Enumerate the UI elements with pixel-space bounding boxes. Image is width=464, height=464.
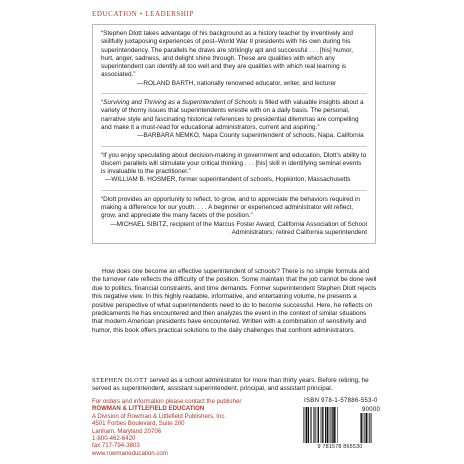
book-description: How does one become an effective superintendent of schools? There is no simple formula and the turnover rate reflects the difficulty of the position. Some maintain that the job cannot be done well due to politics, financial constraints, and time demands. Former superintendent Stephen Dlott rejects this negative view. In this highly readable, informative, and entertaining volume, he presents a positive perspective of what superintendents need to do to become successful. Here, he reflects on predicaments he has encountered and then analyzes the event in the context of similar situations that modern American presidents have encountered. Written with a combination of sensitivity and humor, this book offers practical solutions to the daily challenges that confront administrators. xyxy=(92,268,377,334)
author-bio xyxy=(92,377,378,394)
endorsement-text: “Dlott provides an opportunity to reflect, to grow, and to appreciate the behaviors required in making a difference for our youth. . . . A beginner or experienced administrator will reflect, grow, and appreciate the many facets of the position.” xyxy=(101,195,360,220)
isbn-number: ISBN 978-1-57886-553-0 xyxy=(304,398,378,404)
publisher-website: www.rowmaneducation.com xyxy=(92,449,168,457)
publisher-phone: 1-800-462-6420 xyxy=(92,435,136,443)
barcode-bar xyxy=(303,407,304,443)
publisher-division: A Division of Rowman & Littlefield Publishers, Inc. xyxy=(92,412,227,420)
barcode-bar xyxy=(335,407,336,443)
barcode-addon-bar xyxy=(361,413,362,443)
publisher-street: 4501 Forbes Boulevard, Suite 200 xyxy=(92,420,185,428)
author-name: STEPHEN DLOTT xyxy=(92,377,148,384)
divider xyxy=(101,93,367,94)
barcode-bar xyxy=(331,407,332,443)
barcode-bar xyxy=(333,407,335,443)
barcode-bar xyxy=(310,407,311,443)
barcode-digits: 9 781578 865530 xyxy=(317,444,363,450)
orders-line: For orders and information please contact the publisher xyxy=(92,398,242,405)
endorsement-text: “Stephen Dlott takes advantage of his background as a history teacher by inventively and skillfully juxtaposing experiences of post–World War II presidents with his own during his superintendency. The parallels he draws are strikingly apt and successful . . . [his] humor, hurt, anger, sadness, and delight shine through. These are qualities with which any superintendent can identify all too well and they are qualities with which real learning is associated.” xyxy=(101,30,353,79)
barcode-addon-bar xyxy=(369,413,370,443)
barcode-addon-bar xyxy=(360,413,361,443)
barcode-bar xyxy=(305,407,306,443)
barcode-bar xyxy=(321,407,322,443)
endorsement-text: “Surviving and Thriving as a Superintendent of Schools is filled with valuable insights about a variety of thorny issues that superintendents wrestle with on a daily basis. The personal, narrative style and fascinating historical references to presidential dilemmas are compelling and make it a must-read for educational administrators, current and aspiring.” xyxy=(101,99,364,131)
endorsement-attribution: —BARBARA NEMKO, Napa County superintendent of schools, Napa, California xyxy=(137,132,364,140)
publisher-fax: fax 717-794-3803 xyxy=(92,442,140,450)
barcode-addon-bar xyxy=(368,413,369,443)
endorsement-attribution: —WILLIAM B. HOSMER, former superintendent of schools, Hopkinton, Massachusetts xyxy=(105,176,351,184)
divider xyxy=(101,190,367,191)
barcode-bar xyxy=(311,407,312,443)
barcode-addon-bar xyxy=(366,413,368,443)
barcode-addon-bar xyxy=(364,413,365,443)
author-bio-text: served as a school administrator for more than thirty years. Before retiring, he served as superintendent, assistant superintendent, principal, and assistant principal. xyxy=(92,377,369,393)
barcode-addon-bar xyxy=(363,413,364,443)
barcode-bar xyxy=(325,407,326,443)
barcode xyxy=(302,407,381,443)
divider xyxy=(101,146,367,147)
endorsement-1 xyxy=(101,30,367,88)
endorsement-4 xyxy=(101,196,367,237)
endorsement-attribution: —ROLAND BARTH, nationally renowned educator, writer, and lecturer xyxy=(137,79,337,87)
endorsement-attribution: —MICHAEL SIBITZ, recipient of the Marcus Foster Award, California Association of School Administrators; retired California superintendent xyxy=(110,220,367,236)
barcode-bar xyxy=(322,407,323,443)
barcode-bar xyxy=(306,407,308,443)
barcode-bar xyxy=(327,407,329,443)
publisher-info xyxy=(92,398,292,457)
endorsement-3 xyxy=(101,152,367,185)
barcode-bar xyxy=(315,407,316,443)
barcode-bar xyxy=(318,407,319,443)
barcode-bar xyxy=(332,407,333,443)
barcode-bar xyxy=(323,407,324,443)
category-label: EDUCATION • LEADERSHIP xyxy=(92,10,194,18)
publisher-city: Lanham, Maryland 20706 xyxy=(92,427,162,435)
barcode-bar xyxy=(337,407,338,443)
barcode-bar xyxy=(329,407,330,443)
barcode-addon-bar xyxy=(371,413,372,443)
publisher-brand: ROWMAN & LITTLEFIELD EDUCATION xyxy=(92,405,205,413)
price-code: 90000 xyxy=(362,407,381,413)
endorsement-2 xyxy=(101,99,367,140)
barcode-bar xyxy=(313,407,314,443)
book-title: Surviving and Thriving as a Superintendent of Schools xyxy=(103,99,257,107)
barcode-bar xyxy=(308,407,309,443)
endorsement-text: “If you enjoy speculating about decision-making in government and education, Dlott’s ability to discern parallels will stimulate your critical thinking . . . [his] skill in identifying seminal events is invaluable to the practitioner.” xyxy=(101,151,367,176)
endorsements-box xyxy=(92,24,376,244)
barcode-bar xyxy=(317,407,318,443)
